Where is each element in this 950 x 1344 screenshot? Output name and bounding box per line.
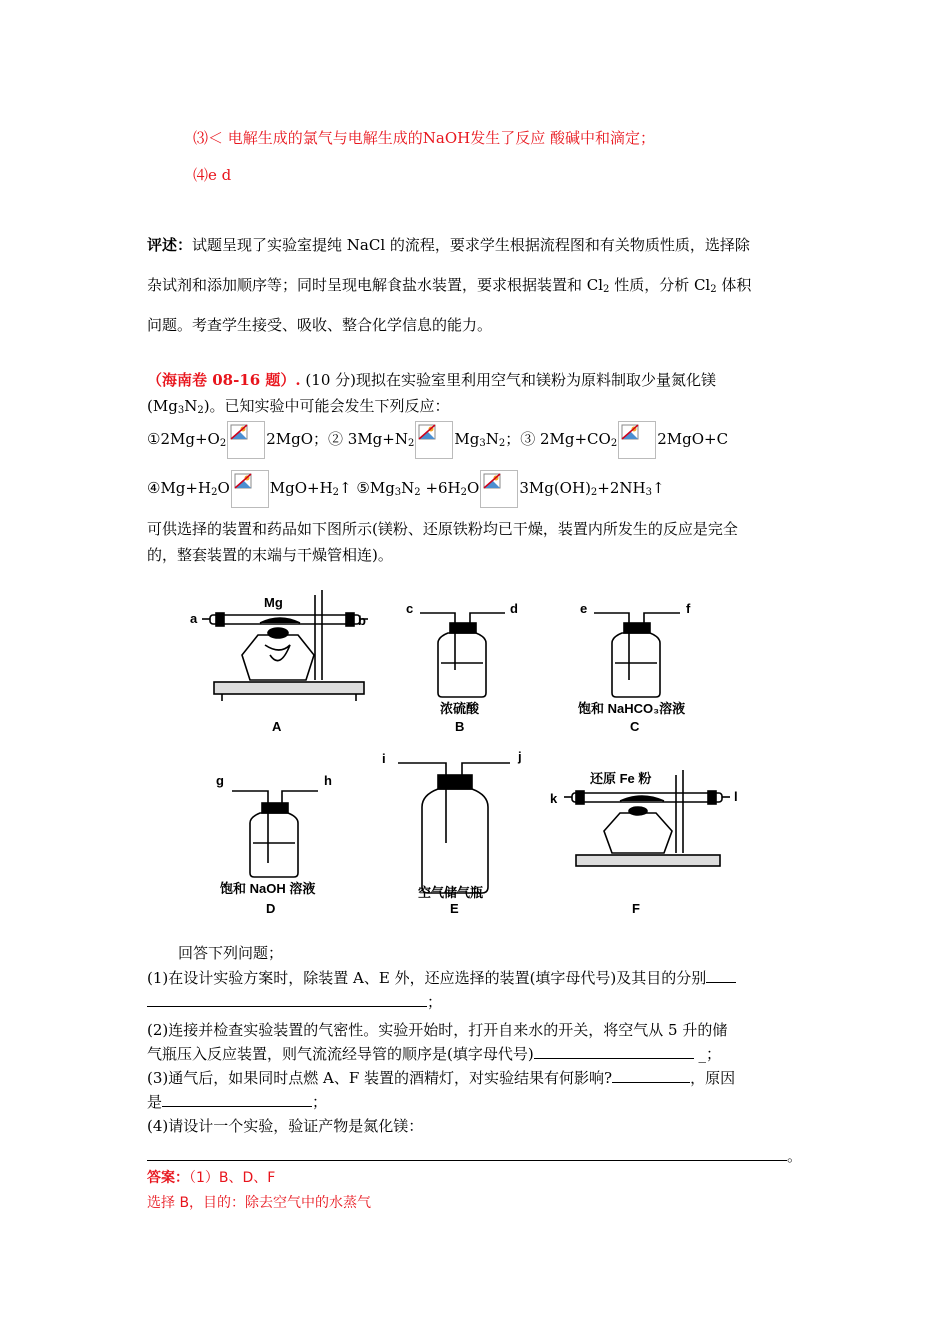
q2-end: _； [693,1045,721,1063]
image-placeholder-icon [480,470,518,508]
q1-end: ； [427,993,443,1011]
q3-end-b: ； [312,1093,328,1111]
image-placeholder-icon [415,421,453,459]
question-2a: (2)连接并检查实验装置的气密性。实验开始时，打开自来水的开关，将空气从 5 升的储 [147,1021,728,1039]
answer-line-3: ⑶＜ 电解生成的氯气与电解生成的NaOH发生了反应 酸碱中和滴定； [193,129,655,147]
question-2b: 气瓶压入反应装置，则气流流经导管的顺序是(填字母代号) [147,1045,534,1063]
intro-2b: N [184,397,198,415]
questions-lead: 回答下列问题； [178,944,284,962]
image-placeholder-icon [227,421,265,459]
review-block: 评述：试题呈现了实验室提纯 NaCl 的流程，要求学生根据流程图和有关物质性质，选择除 杂试剂和添加顺序等；同时呈现电解食盐水装置，要求根据装置和 $Cl_2$ 性质，分析 $Cl_2$ 体积 问题。考查学生接受、吸收、整合化学信息的能力。 [147,225,807,345]
letter-d: D [266,901,276,916]
reaction-5-nh3: +2NH [597,479,646,497]
problem-source: （海南卷 08-16 题）. [147,371,301,389]
letter-b: B [455,719,465,734]
device-d [232,791,318,877]
question-1: (1)在设计实验方案时，除装置 A、E 外，还应选择的装置(填字母代号)及其目的分别 [147,969,707,987]
port-e: e [580,601,588,616]
intro-2c: )。已知实验中可能会发生下列反应： [203,397,450,415]
port-k: k [550,791,558,806]
reaction-4-right: MgO+H [269,479,333,497]
reaction-4-o: O [217,479,230,497]
question-4: (4)请设计一个实验，验证产物是氮化镁： [147,1117,424,1135]
reaction-4-left: ④Mg+H [147,479,212,497]
review-line-3: 问题。考查学生接受、吸收、整合化学信息的能力。 [147,316,493,334]
review-line-2a: 杂试剂和添加顺序等；同时呈现电解食盐水装置，要求根据装置和 Cl [147,276,604,294]
image-placeholder-icon [618,421,656,459]
reaction-3-right: 2MgO+C [657,430,729,448]
devices-text [147,516,807,568]
port-c: c [406,601,414,616]
answer-blank-1b[interactable] [147,992,427,1007]
reaction-5-start: ↑ ⑤Mg [339,479,395,497]
port-h: h [324,773,332,788]
answer-1: （1）B、D、F [189,1170,276,1186]
problem-intro-1: (10 分)现拟在实验室里利用空气和镁粉为原料制取少量氮化镁 [300,371,716,389]
label-c: 饱和 NaHCO₃溶液 [578,701,686,716]
port-j: j [518,749,522,764]
label-d: 饱和 NaOH 溶液 [220,881,316,896]
answer-line-1 [147,1167,275,1187]
device-b [420,613,505,697]
question-3b: 是 [147,1093,163,1111]
letter-c: C [630,719,640,734]
reactions-line-1: $①2Mg+O_2$ 2MgO；② $3Mg+N_2$ $Mg_3N_2$；③ $2Mg+CO_2$ 2MgO+C [147,421,728,459]
question-3a: (3)通气后，如果同时点燃 A、F 装置的酒精灯，对实验结果有何影响? [147,1069,613,1087]
review-line-2b: 性质，分析 Cl [609,276,711,294]
reactions-line-2: $④Mg+H_2O$ $MgO+H_2↑$ $⑤Mg_3N_2 +6H_2O$ $3Mg(OH)_2+2NH_3↑$ [147,470,665,508]
apparatus-figure [180,585,740,925]
review-label: 评述： [147,236,193,254]
review-line-1: 试题呈现了实验室提纯 NaCl 的流程，要求学生根据流程图和有关物质性质，选择除 [192,236,750,254]
port-i: i [382,751,386,766]
devices-text-2: 的，整套装置的末端与干燥管相连)。 [147,546,393,564]
answer-line-4: ⑷e d [193,166,232,184]
reaction-5-o: O [467,479,480,497]
answer-blank-1a[interactable] [706,968,736,983]
label-mg: Mg [264,595,283,610]
port-d: d [510,601,518,616]
intro-2a: (Mg [147,397,178,415]
answer-blank-3a[interactable] [612,1068,690,1083]
reaction-5-arrow: ↑ [652,479,665,497]
reaction-2-product-a: Mg [454,430,480,448]
letter-a: A [272,719,282,734]
reaction-5-product: 3Mg(OH) [519,479,591,497]
letter-f: F [632,901,640,916]
answer-blank-2[interactable] [534,1044,694,1059]
reaction-2-product-b: N [485,430,499,448]
image-placeholder-icon [231,470,269,508]
device-a [202,590,368,701]
device-c [594,613,680,697]
q3-end-a: ，原因 [690,1069,736,1087]
reaction-5-n: N [401,479,415,497]
answer-blank-3b[interactable] [162,1092,312,1107]
answer-blank-4[interactable] [147,1146,787,1161]
review-line-2c: 体积 [716,276,752,294]
letter-e: E [450,901,459,916]
reaction-1-right: 2MgO；② 3Mg+N [266,430,408,448]
label-fe: 还原 Fe 粉 [590,771,652,786]
device-e [398,763,510,893]
answer-line-2: 选择 B，目的：除去空气中的水蒸气 [147,1195,372,1211]
port-b: b [358,613,366,628]
devices-text-1: 可供选择的装置和药品如下图所示(镁粉、还原铁粉均已干燥，装置内所发生的反应是完全 [147,520,738,538]
reaction-3-left: ；③ 2Mg+CO [505,430,611,448]
reaction-5-water: +6H [420,479,461,497]
label-e: 空气储气瓶 [418,885,484,900]
label-b: 浓硫酸 [440,701,480,716]
port-l: l [734,789,738,804]
questions-block [147,966,807,1168]
q4-end: 。 [787,1147,803,1165]
port-g: g [216,773,224,788]
problem-intro: （海南卷 08-16 题）. (10 分)现拟在实验室里利用空气和镁粉为原料制取少量氮化镁 $(Mg_3N_2)$。已知实验中可能会发生下列反应： [147,371,716,416]
port-a: a [190,611,198,626]
port-f: f [686,601,691,616]
reaction-1-left: ①2Mg+O [147,430,220,448]
answer-label: 答案： [147,1170,189,1186]
